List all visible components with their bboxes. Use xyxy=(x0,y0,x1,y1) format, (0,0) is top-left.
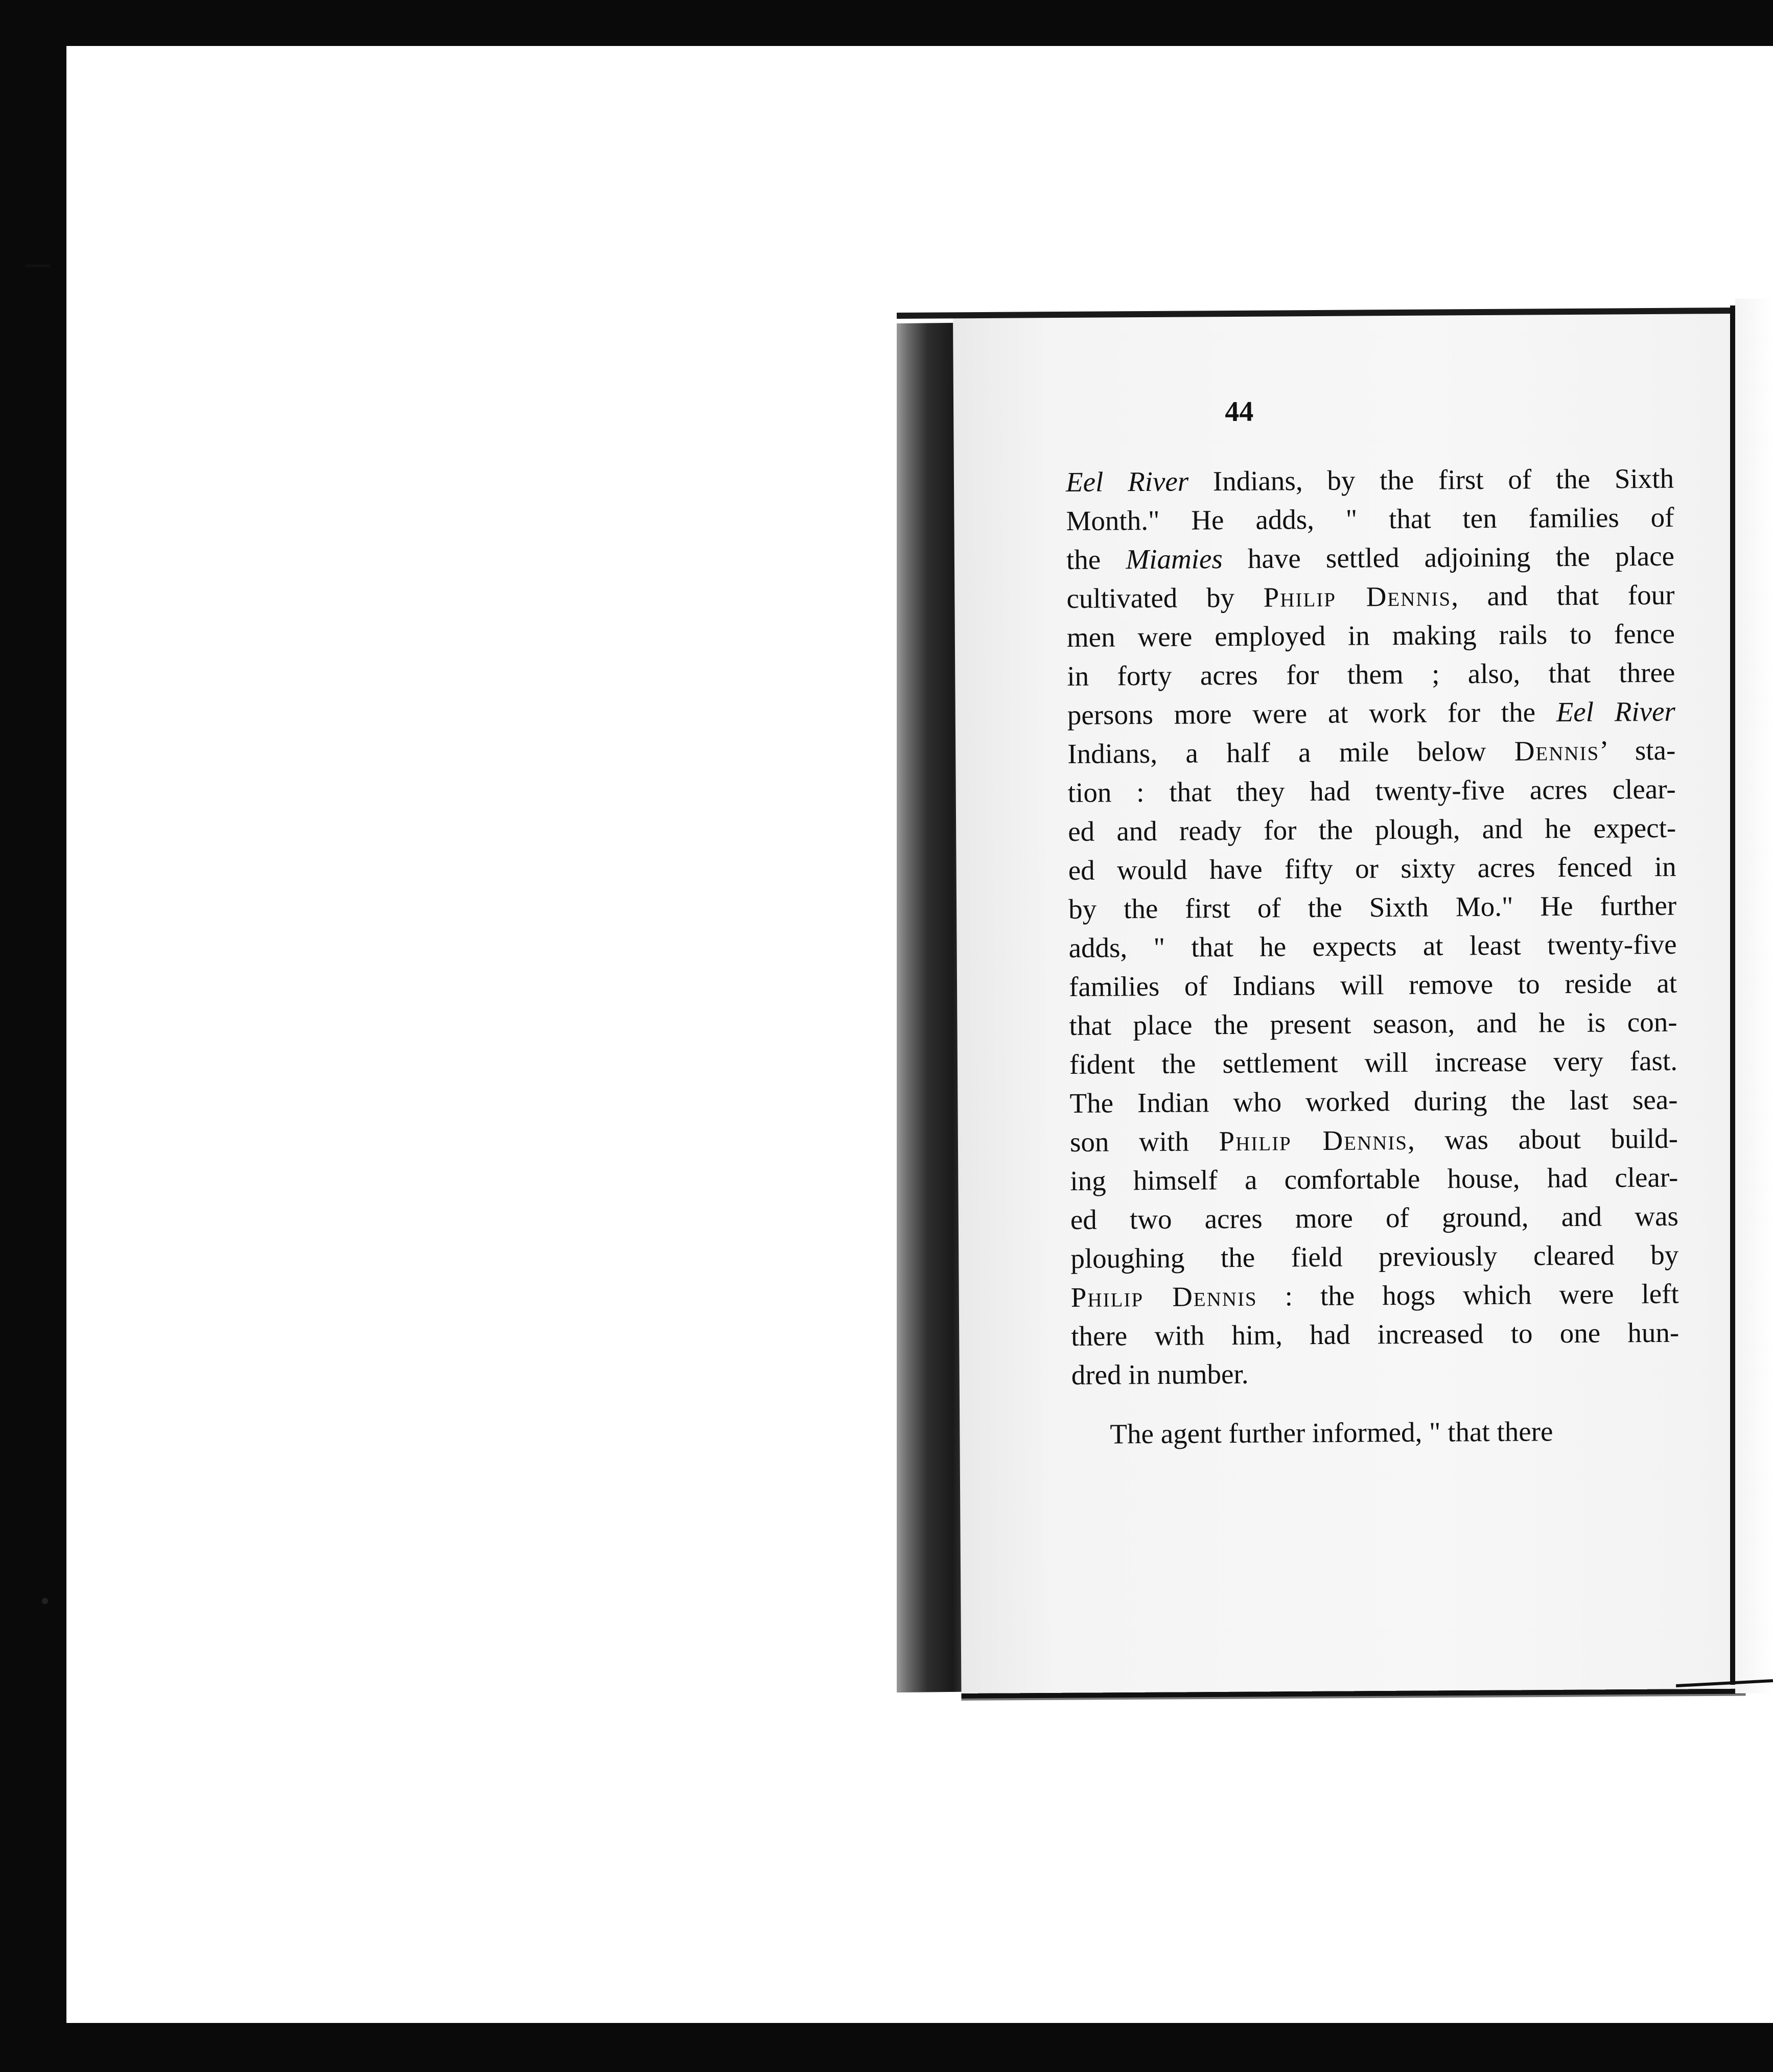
paragraph-2-first-line: The agent further informed, " that there xyxy=(1110,1416,1553,1450)
text-line: Philip Dennis : the hogs which were left xyxy=(1070,1278,1679,1313)
text-line: the Miamies have settled adjoining the place xyxy=(1066,540,1675,575)
text-line: there with him, had increased to one hun- xyxy=(1071,1316,1679,1352)
text-line: ploughing the field previously cleared by xyxy=(1070,1239,1679,1274)
text-line: ing himself a comfortable house, had clear- xyxy=(1070,1161,1678,1196)
text-line: that place the present season, and he is con- xyxy=(1069,1006,1677,1041)
text-line: in forty acres for them ; also, that three xyxy=(1067,656,1675,692)
text-line: son with Philip Dennis, was about build- xyxy=(1069,1122,1678,1158)
page-divider xyxy=(1730,305,1735,1685)
text-line: Eel River Indians, by the first of the Sixth xyxy=(1065,462,1674,498)
text-line: by the first of the Sixth Mo." He further xyxy=(1068,889,1677,925)
text-line: persons more were at work for the Eel River xyxy=(1067,695,1676,731)
scan-speck xyxy=(42,1598,48,1604)
text-line: The Indian who worked during the last sea- xyxy=(1069,1084,1678,1119)
text-line: families of Indians will remove to reside at xyxy=(1068,967,1677,1002)
text-line: Month." He adds, " that ten families of xyxy=(1066,501,1674,536)
text-line: cultivated by Philip Dennis, and that four xyxy=(1066,579,1675,614)
paragraph-1 xyxy=(1066,459,1679,1395)
text-line: dred in number. xyxy=(1071,1358,1249,1391)
scan-mark xyxy=(26,265,50,267)
text-line: Indians, a half a mile below Dennis’ sta- xyxy=(1067,734,1676,769)
text-line: fident the settlement will increase very fast. xyxy=(1069,1045,1678,1080)
text-line: tion : that they had twenty-five acres clear- xyxy=(1067,773,1676,808)
text-line: ed would have fifty or sixty acres fenced in xyxy=(1068,851,1676,886)
page-number: 44 xyxy=(1225,395,1254,428)
page-text xyxy=(1065,390,1680,1454)
text-line: men were employed in making rails to fence xyxy=(1066,618,1675,653)
adjacent-page xyxy=(1735,299,1773,1693)
text-line: ed and ready for the plough, and he expect- xyxy=(1068,812,1676,847)
text-line: ed two acres more of ground, and was xyxy=(1070,1200,1679,1235)
text-line: adds, " that he expects at least twenty-five xyxy=(1068,928,1677,963)
